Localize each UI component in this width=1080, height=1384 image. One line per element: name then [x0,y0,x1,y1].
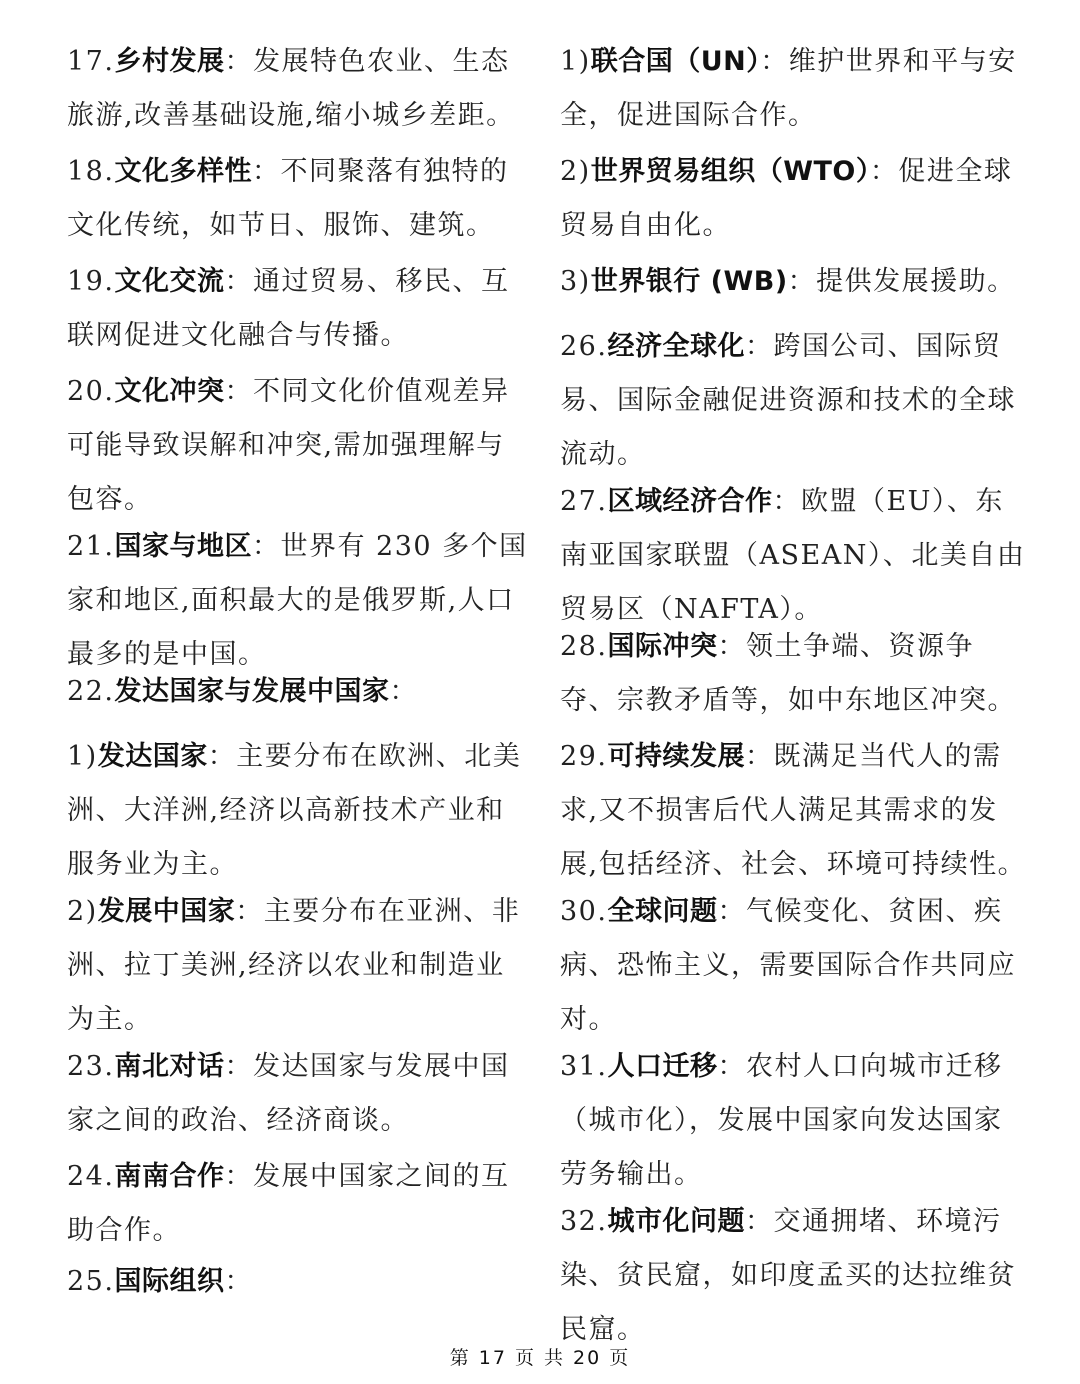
item-term: 南南合作 [114,1161,225,1192]
item-colon: ： [389,676,418,707]
item-text: 欧盟（EU）、东南亚国家联盟（ASEAN）、北美自由贸易区（NAFTA）。 [560,486,1026,625]
item-text: 不同聚落有独特的文化传统，如节日、服饰、建筑。 [67,156,509,241]
item-text: 既满足当代人的需求,又不损害后代人满足其需求的发展,包括经济、社会、环境可持续性。 [560,741,1027,880]
item-text: 不同文化价值观差异可能导致误解和冲突,需加强理解与包容。 [67,376,510,515]
item-colon: ： [787,266,817,297]
item-colon: ： [224,1161,253,1192]
list-item [67,255,529,363]
item-term: 国家与地区 [114,531,252,562]
item-number: 30. [560,896,608,927]
list-item [560,885,1028,1047]
item-colon: ： [224,1266,253,1297]
item-term: 发达国家 [97,741,208,772]
list-item [67,35,529,143]
list-item [67,1255,529,1309]
item-colon: ： [224,1051,253,1082]
item-colon: ： [224,266,253,297]
item-colon: ： [760,46,789,77]
list-item [560,475,1028,637]
item-colon: ： [717,1051,746,1082]
item-colon: ： [235,896,264,927]
list-item [67,145,529,253]
list-item [560,1195,1028,1357]
item-text: 主要分布在亚洲、非洲、拉丁美洲,经济以农业和制造业为主。 [67,896,521,1035]
list-item [560,730,1028,892]
item-number: 21. [67,531,115,562]
item-text: 发展中国家之间的互助合作。 [67,1161,510,1246]
item-text: 发达国家与发展中国家之间的政治、经济商谈。 [67,1051,510,1136]
item-text: 领土争端、资源争夺、宗教矛盾等，如中东地区冲突。 [560,631,1016,716]
item-text: 主要分布在欧洲、北美洲、大洋洲,经济以高新技术产业和服务业为主。 [67,741,522,880]
item-term: 区域经济合作 [607,486,773,517]
item-number: 22. [67,676,115,707]
item-colon: ： [717,631,746,662]
item-text: 通过贸易、移民、互联网促进文化融合与传播。 [67,266,510,351]
item-colon: ： [744,331,774,362]
item-number: 29. [560,741,608,772]
item-term: 世界贸易组织（WTO） [590,156,870,187]
list-item [560,620,1028,728]
item-number: 24. [67,1161,115,1192]
item-colon: ： [251,531,281,562]
item-term: 乡村发展 [114,46,225,77]
item-number: 32. [560,1206,608,1237]
item-number: 23. [67,1051,115,1082]
item-text: 促进全球贸易自由化。 [560,156,1013,241]
item-colon: ： [717,896,746,927]
list-item [560,145,1028,253]
list-item [67,365,529,527]
list-item [560,1040,1028,1202]
item-term: 发达国家与发展中国家 [114,676,390,707]
item-colon: ： [224,376,253,407]
item-colon: ： [772,486,801,517]
list-item [67,1150,529,1258]
item-text: 农村人口向城市迁移（城市化），发展中国家向发达国家劳务输出。 [560,1051,1003,1190]
item-number: 27. [560,486,608,517]
list-item [67,885,529,1047]
list-item [67,1040,529,1148]
item-number: 1) [67,741,98,772]
item-number: 28. [560,631,608,662]
item-colon: ： [207,741,237,772]
item-colon: ： [744,1206,774,1237]
item-term: 人口迁移 [607,1051,718,1082]
item-text: 交通拥堵、环境污染、贫民窟，如印度孟买的达拉维贫民窟。 [560,1206,1016,1345]
item-text: 气候变化、贫困、疾病、恐怖主义，需要国际合作共同应对。 [560,896,1016,1035]
item-number: 2) [67,896,98,927]
item-term: 发展中国家 [97,896,236,927]
item-term: 文化交流 [114,266,225,297]
list-item [560,35,1028,143]
item-term: 全球问题 [607,896,718,927]
list-item [67,520,529,682]
item-number: 17. [67,46,115,77]
item-number: 1) [560,46,591,77]
list-item [560,320,1028,482]
item-number: 25. [67,1266,115,1297]
item-number: 2) [560,156,591,187]
item-colon: ： [224,46,253,77]
item-term: 国际组织 [114,1266,225,1297]
item-text: 发展特色农业、生态旅游,改善基础设施,缩小城乡差距。 [67,46,515,131]
item-term: 可持续发展 [607,741,745,772]
item-term: 南北对话 [114,1051,225,1082]
item-number: 3) [560,266,591,297]
item-term: 国际冲突 [607,631,718,662]
item-number: 18. [67,156,115,187]
item-colon: ： [869,156,899,187]
item-text: 世界有 230 多个国家和地区,面积最大的是俄罗斯,人口最多的是中国。 [67,531,528,670]
item-number: 26. [560,331,608,362]
item-number: 31. [560,1051,608,1082]
item-term: 文化冲突 [114,376,225,407]
list-item [67,730,529,892]
item-term: 城市化问题 [607,1206,745,1237]
page-footer: 第 17 页 共 20 页 [449,1347,631,1369]
list-item [67,665,529,719]
item-term: 世界银行 (WB) [590,266,788,297]
list-item [560,255,1028,309]
item-colon: ： [744,741,774,772]
item-number: 20. [67,376,115,407]
item-term: 联合国（UN） [590,46,761,77]
item-term: 经济全球化 [607,331,745,362]
item-term: 文化多样性 [114,156,252,187]
item-number: 19. [67,266,115,297]
item-colon: ： [251,156,281,187]
item-text: 维护世界和平与安全，促进国际合作。 [560,46,1017,131]
item-text: 提供发展援助。 [816,266,1016,297]
item-text: 跨国公司、国际贸易、国际金融促进资源和技术的全球流动。 [560,331,1016,470]
